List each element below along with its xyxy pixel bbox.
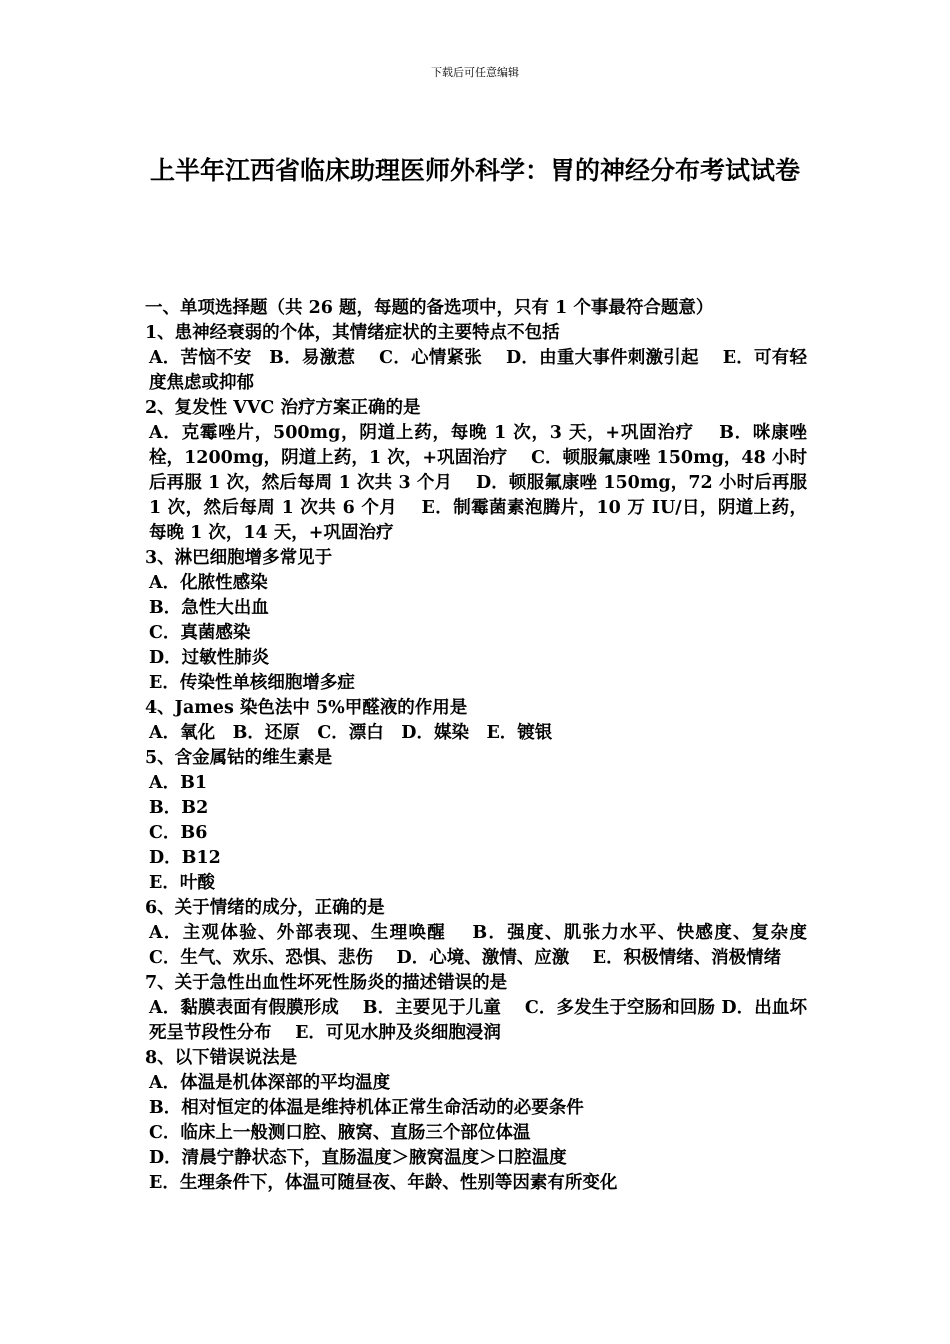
question-body — [145, 296, 831, 1196]
question-stem: 2、复发性 VVC 治疗方案正确的是 — [145, 398, 421, 418]
question-stem: 8、以下错误说法是 — [145, 1048, 298, 1068]
option-item: E．生理条件下，体温可随昼夜、年龄、性别等因素有所变化 — [149, 1173, 618, 1193]
question-stem: 3、淋巴细胞增多常见于 — [145, 548, 333, 568]
option-item: C．B6 — [149, 823, 208, 843]
question-options: A．氧化 B．还原 C．漂白 D．媒染 E．镀银 — [149, 723, 553, 743]
question-options: A．苦恼不安 B．易激惹 C．心情紧张 D．由重大事件刺激引起 E．可有轻度焦虑或抑郁 — [149, 348, 807, 393]
document-title: 上半年江西省临床助理医师外科学：胃的神经分布考试试卷 — [150, 156, 801, 185]
question-stem: 5、含金属钴的维生素是 — [145, 748, 333, 768]
option-item: A．B1 — [149, 773, 208, 793]
option-item: D．过敏性肺炎 — [149, 648, 270, 668]
option-item: D．清晨宁静状态下，直肠温度＞腋窝温度＞口腔温度 — [149, 1148, 567, 1168]
question-options: A．克霉唑片，500mg，阴道上药，每晚 1 次，3 天，+巩固治疗 B．咪康唑栓，1200mg，阴道上药，1 次，+巩固治疗 C．顿服氟康唑 150mg，48 小时后再服 1 次，然后每周 1 次共 3 个月 D．顿服氟康唑 150mg，72 小时后再服 1 次，然后每周 1 次共 6 个月 E．制霉菌素泡腾片，10 万 IU/日，阴道上药，每晚 1 次，14 天，+巩固治疗 — [149, 423, 807, 543]
question-stem: 4、James 染色法中 5%甲醛液的作用是 — [145, 698, 468, 718]
option-item: B．急性大出血 — [149, 598, 269, 618]
option-item: E．传染性单核细胞增多症 — [149, 673, 355, 693]
question-stem: 1、患神经衰弱的个体，其情绪症状的主要特点不包括 — [145, 323, 560, 343]
question-stem: 7、关于急性出血性坏死性肠炎的描述错误的是 — [145, 973, 508, 993]
option-item: B．B2 — [149, 798, 209, 818]
question-stem: 6、关于情绪的成分，正确的是 — [145, 898, 385, 918]
option-item: A．化脓性感染 — [149, 573, 268, 593]
option-item: C．临床上一般测口腔、腋窝、直肠三个部位体温 — [149, 1123, 531, 1143]
question-options: A．黏膜表面有假膜形成 B．主要见于儿童 C．多发生于空肠和回肠 D．出血坏死呈节段性分布 E．可见水肿及炎细胞浸润 — [149, 998, 807, 1043]
option-item: C．真菌感染 — [149, 623, 251, 643]
header-note: 下载后可任意编辑 — [431, 66, 519, 79]
option-item: E．叶酸 — [149, 873, 215, 893]
option-item: A．体温是机体深部的平均温度 — [149, 1073, 391, 1093]
option-item: D．B12 — [149, 848, 221, 868]
option-item: B．相对恒定的体温是维持机体正常生命活动的必要条件 — [149, 1098, 584, 1118]
section-heading: 一、单项选择题（共 26 题，每题的备选项中，只有 1 个事最符合题意） — [145, 298, 714, 318]
question-options: A．主观体验、外部表现、生理唤醒 B．强度、肌张力水平、快感度、复杂度 C．生气、欢乐、恐惧、悲伤 D．心境、激情、应激 E．积极情绪、消极情绪 — [149, 923, 831, 968]
